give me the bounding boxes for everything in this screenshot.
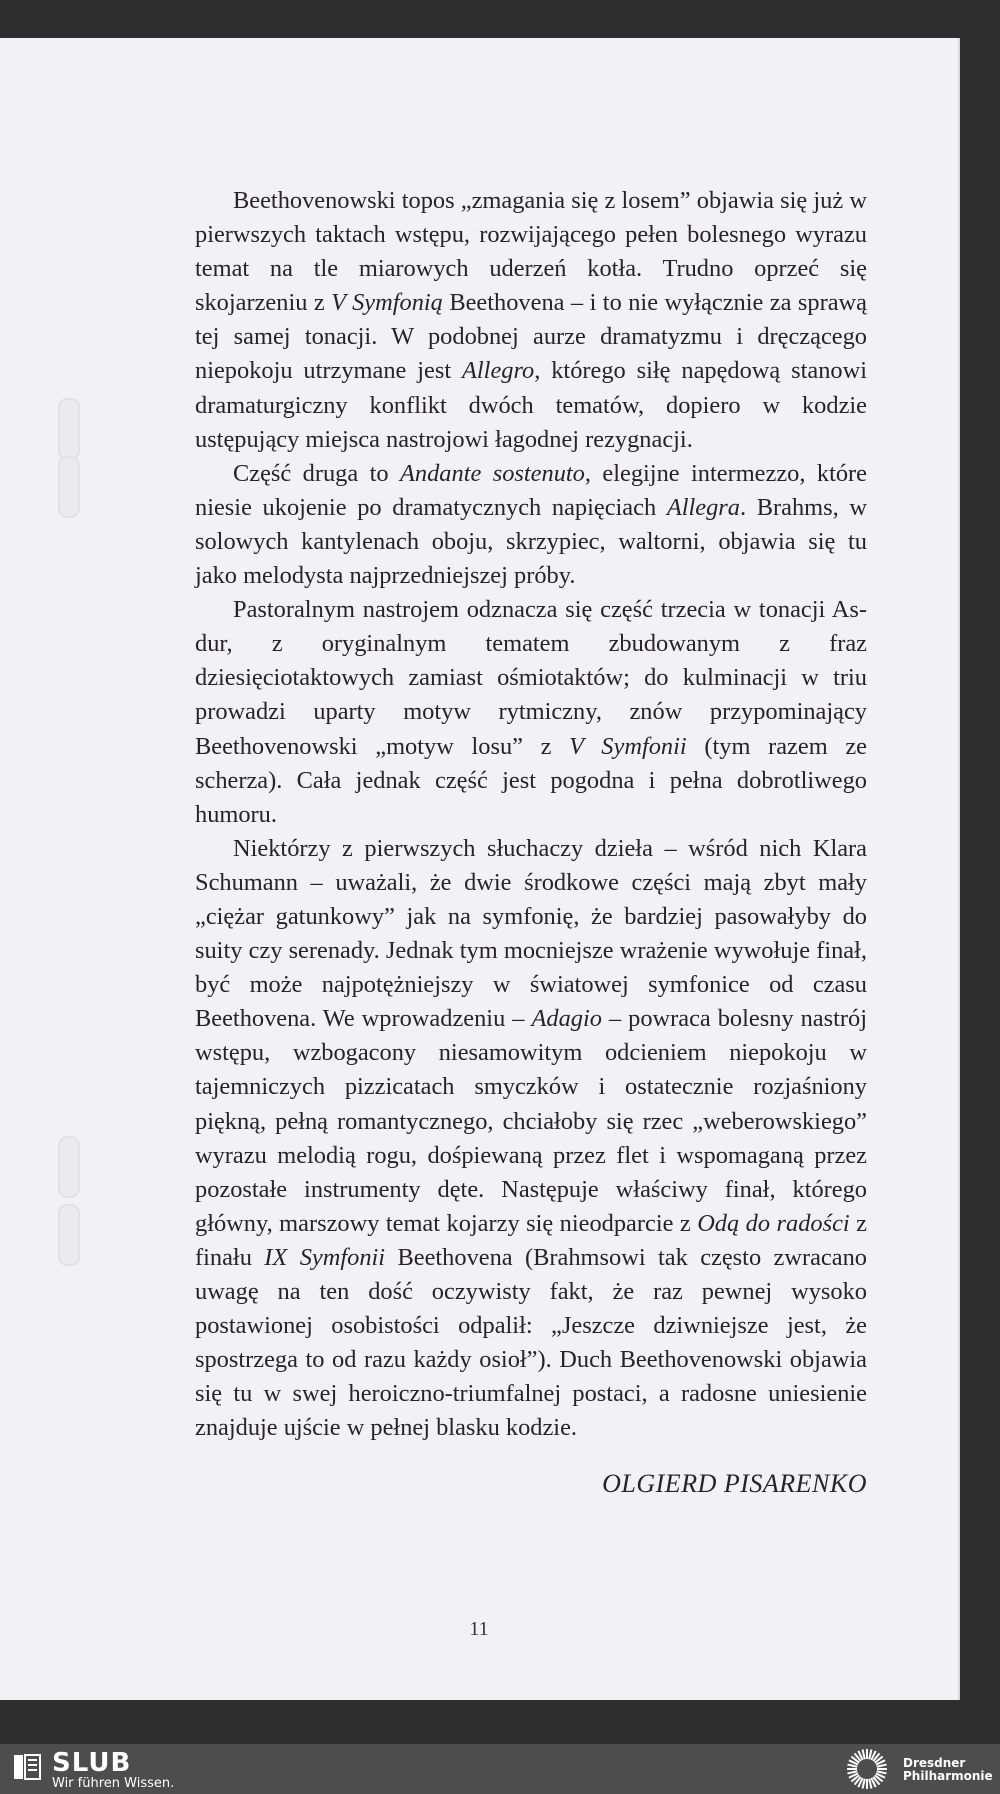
philharmonie-sunburst-icon[interactable]: [840, 1746, 894, 1792]
text-run: . Brahms, w solowych kantylenach oboju, skrzypiec, waltorni, objawia się tu jako melodysta najprzedniejszej próby.: [195, 493, 867, 590]
text-run: Część druga to: [233, 459, 401, 487]
italic-title: V Symfonii: [569, 732, 687, 760]
article-body: [195, 184, 867, 1502]
italic-title: V Symfonią: [331, 289, 443, 317]
slub-tagline: Wir führen Wissen.: [52, 1776, 175, 1791]
italic-title: Andante sostenuto: [400, 459, 585, 487]
text-run: z finału: [195, 1209, 867, 1271]
punch-hole-mark: [58, 1204, 80, 1266]
slub-name[interactable]: SLUB: [52, 1748, 132, 1778]
paragraph: [195, 457, 867, 593]
italic-title: Odą do radości: [697, 1209, 850, 1237]
text-run: Pastoralnym nastrojem odznacza się część trzecia w tonacji As-dur, z oryginalnym tematem zbudowanym z fraz dziesięciotaktowych zamiast ośmiotaktów; do kulminacji w triu prowadzi uparty motyw rytmiczny, znów przypominający Beethovenowski „motyw losu” z: [195, 596, 867, 760]
philharmonie-name-line: Dresdner: [903, 1756, 966, 1770]
text-run: Niektórzy z pierwszych słuchaczy dzieła – wśród nich Klara Schumann – uważali, że dwie środkowe części mają zbyt mały „ciężar gatunkowy” jak na symfonię, że bardziej pasowałyby do suity czy serenady. Jednak tym mocniejsze wrażenie wywołuje finał, być może najpotężniejszy w światowej symfonice od czasu Beethovena. We wprowadzeniu –: [195, 834, 867, 1033]
text-run: – powraca bolesny nastrój wstępu, wzbogacony niesamowitym odcieniem niepokoju w tajemniczych pizzicatach smyczków i ostatecznie rozjaśniony piękną, pełną romantycznego, chciałoby się rzec „weberowskiego” wyrazu melodią rogu, dośpiewaną przez flet i wspomaganą przez pozostałe instrumenty dęte. Następuje właściwy finał, którego główny, marszowy temat kojarzy się nieodparcie z: [195, 1005, 867, 1237]
text-run: , elegijne intermezzo, które niesie ukojenie po dramatycznych napięciach: [195, 459, 867, 521]
slub-logo-icon[interactable]: [12, 1752, 42, 1782]
text-run: , którego siłę napędową stanowi dramaturgiczny konflikt dwóch tematów, dopiero w kodzie ustępujący miejsca nastrojowi łagodnej rezygnacji.: [195, 357, 867, 453]
text-run: Beethovenowski topos „zmagania się z losem” objawia się już w pierwszych taktach wstępu, rozwijającego pełen bolesnego wyrazu temat na tle miarowych uderzeń kotła. Trudno oprzeć się skojarzeniu z: [195, 187, 867, 317]
author-signature: OLGIERD PISARENKO: [602, 1469, 867, 1499]
text-run: Beethovena (Brahmsowi tak często zwracano uwagę na ten dość oczywisty fakt, że raz pewnej wysoko postawionej osobistości odpalił: „Jeszcze dziwniejsze jest, że spostrzega to od razu każdy osioł”). Duch Beethovenowski objawia się tu w swej heroiczno-triumfalnej postaci, a radosne uniesienie znajduje ujście w pełnej blasku kodzie.: [195, 1243, 867, 1442]
document-page: [0, 38, 960, 1700]
punch-hole-mark: [58, 1136, 80, 1198]
punch-hole-mark: [58, 456, 80, 518]
text-run: (tym razem ze scherza). Cała jednak część jest pogodna i pełna dobrotliwego humoru.: [195, 732, 867, 828]
italic-title: Allegro: [462, 357, 535, 385]
italic-title: Adagio: [531, 1005, 602, 1033]
paragraph: [195, 184, 867, 457]
italic-title: IX Symfonii: [264, 1243, 386, 1271]
philharmonie-name[interactable]: [903, 1757, 998, 1783]
paragraph: [195, 832, 867, 1446]
italic-title: Allegra: [666, 493, 740, 521]
footer-bar: [0, 1744, 1000, 1794]
paragraph: [195, 593, 867, 832]
page-number: 11: [469, 1618, 489, 1640]
philharmonie-name-line: Philharmonie: [903, 1769, 993, 1783]
text-run: Beethovena – i to nie wyłącznie za sprawą tej samej tonacji. W podobnej aurze dramatyzmu i dręczącego niepokoju utrzymane jest: [195, 289, 867, 385]
punch-hole-mark: [58, 398, 80, 460]
